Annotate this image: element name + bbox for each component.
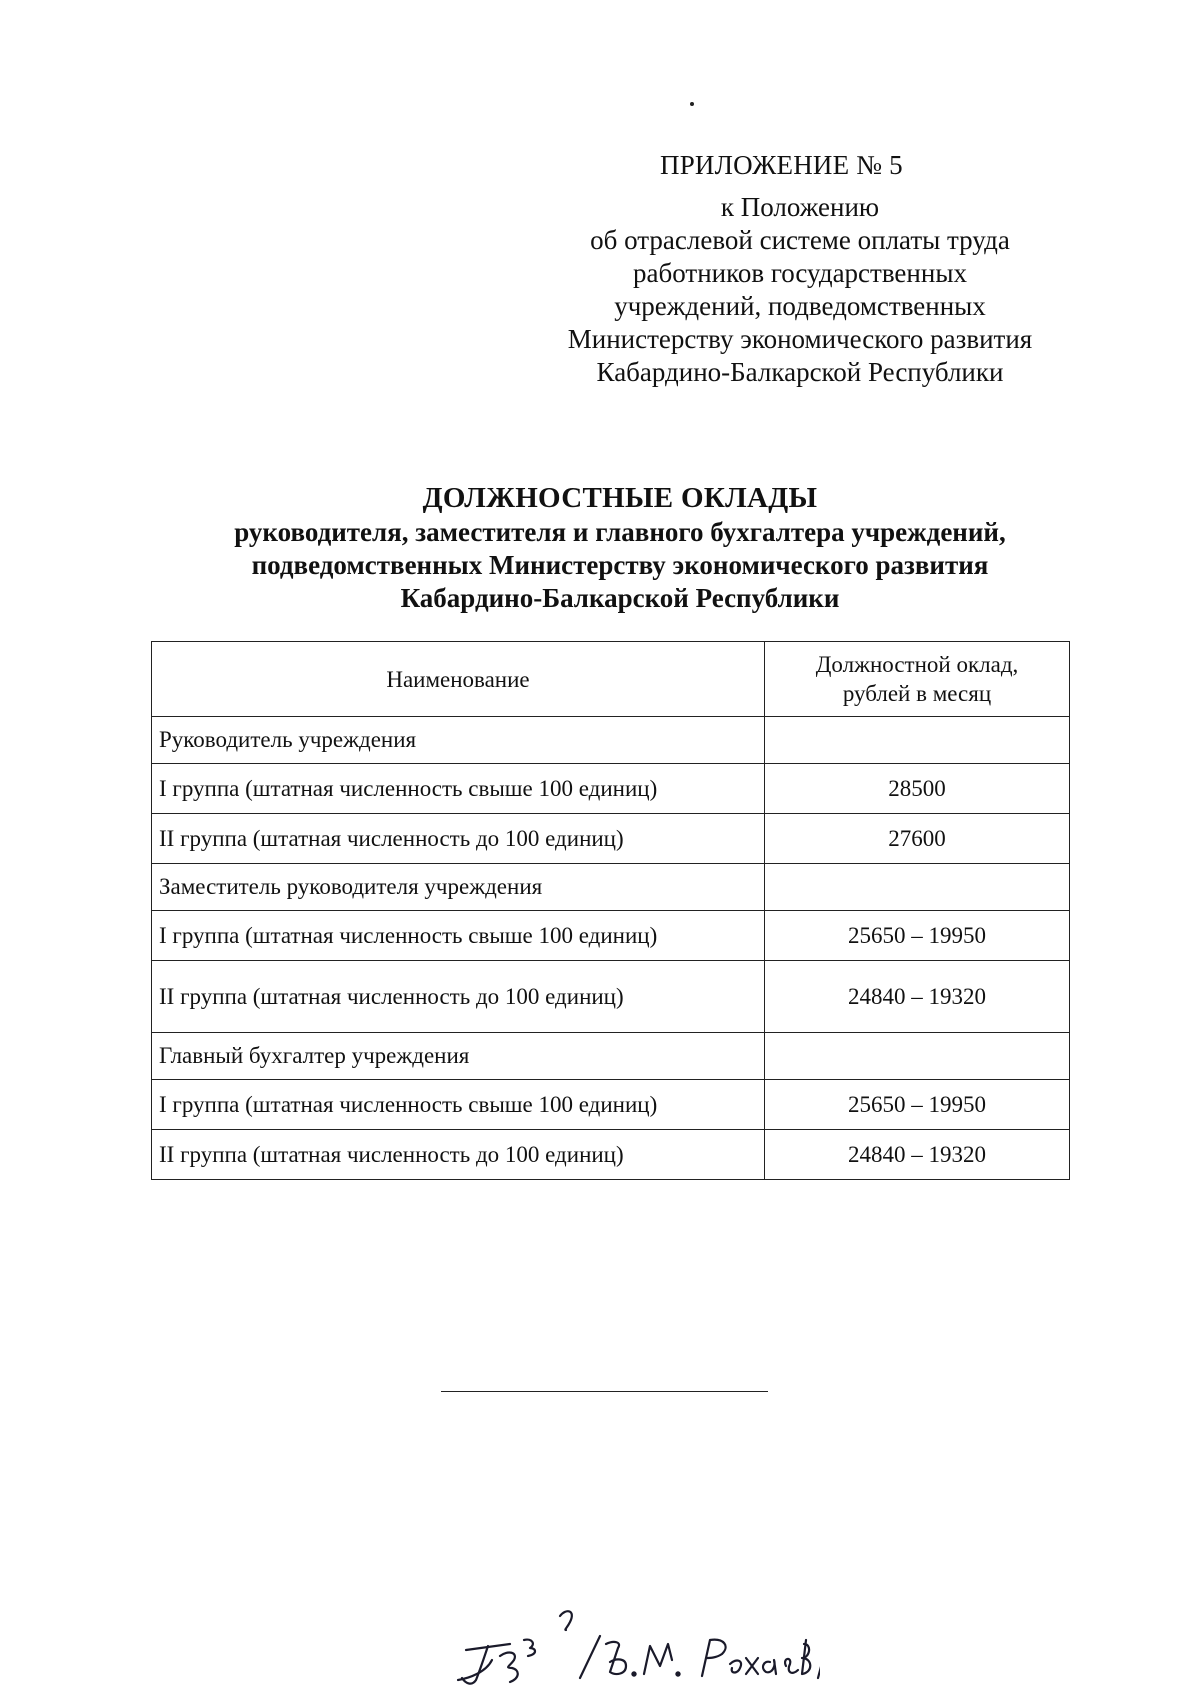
table-row <box>152 1080 1070 1130</box>
row-value <box>765 717 1070 764</box>
table-row-section <box>152 717 1070 764</box>
row-value: 24840 – 19320 <box>765 1130 1070 1180</box>
row-value: 24840 – 19320 <box>765 961 1070 1033</box>
table-row-section <box>152 864 1070 911</box>
row-name: I группа (штатная численность свыше 100 единиц) <box>152 911 765 961</box>
table-row <box>152 1130 1070 1180</box>
table-header-row <box>152 642 1070 717</box>
appendix-line: работников государственных <box>633 258 967 288</box>
table-row <box>152 961 1070 1033</box>
row-value: 27600 <box>765 814 1070 864</box>
appendix-line: Кабардино-Балкарской Республики <box>596 357 1004 387</box>
header-name: Наименование <box>152 642 765 717</box>
document-title: ДОЛЖНОСТНЫЕ ОКЛАДЫ <box>422 482 818 514</box>
handwritten-signature <box>440 1600 820 1690</box>
appendix-reference <box>550 191 1050 389</box>
row-value <box>765 1033 1070 1080</box>
stray-dot <box>690 102 694 106</box>
table-row-section <box>152 1033 1070 1080</box>
appendix-title: ПРИЛОЖЕНИЕ № 5 <box>660 150 903 180</box>
table-row <box>152 814 1070 864</box>
appendix-line: учреждений, подведомственных <box>614 291 986 321</box>
row-value: 25650 – 19950 <box>765 911 1070 961</box>
divider-line <box>441 1391 768 1392</box>
row-name: II группа (штатная численность до 100 единиц) <box>152 814 765 864</box>
salary-table <box>151 641 1070 1180</box>
header-salary <box>765 642 1070 717</box>
subtitle-line: подведомственных Министерству экономического развития <box>251 550 989 580</box>
table-row <box>152 911 1070 961</box>
appendix-line: к Положению <box>720 192 880 222</box>
table-row <box>152 764 1070 814</box>
row-name: Заместитель руководителя учреждения <box>152 864 765 911</box>
appendix-line: Министерству экономического развития <box>567 324 1033 354</box>
row-value: 28500 <box>765 764 1070 814</box>
subtitle-line: Кабардино-Балкарской Республики <box>400 583 840 613</box>
row-value <box>765 864 1070 911</box>
subtitle-line: руководителя, заместителя и главного бухгалтера учреждений, <box>234 517 1006 547</box>
row-name: I группа (штатная численность свыше 100 единиц) <box>152 1080 765 1130</box>
appendix-line: об отраслевой системе оплаты труда <box>590 225 1010 255</box>
document-subtitle <box>120 516 1120 615</box>
row-name: Главный бухгалтер учреждения <box>152 1033 765 1080</box>
header-salary-line: Должностной оклад, <box>815 652 1019 677</box>
row-name: II группа (штатная численность до 100 единиц) <box>152 961 765 1033</box>
header-salary-line: рублей в месяц <box>842 681 992 706</box>
row-name: I группа (штатная численность свыше 100 единиц) <box>152 764 765 814</box>
row-name: Руководитель учреждения <box>152 717 765 764</box>
row-value: 25650 – 19950 <box>765 1080 1070 1130</box>
row-name: II группа (штатная численность до 100 единиц) <box>152 1130 765 1180</box>
